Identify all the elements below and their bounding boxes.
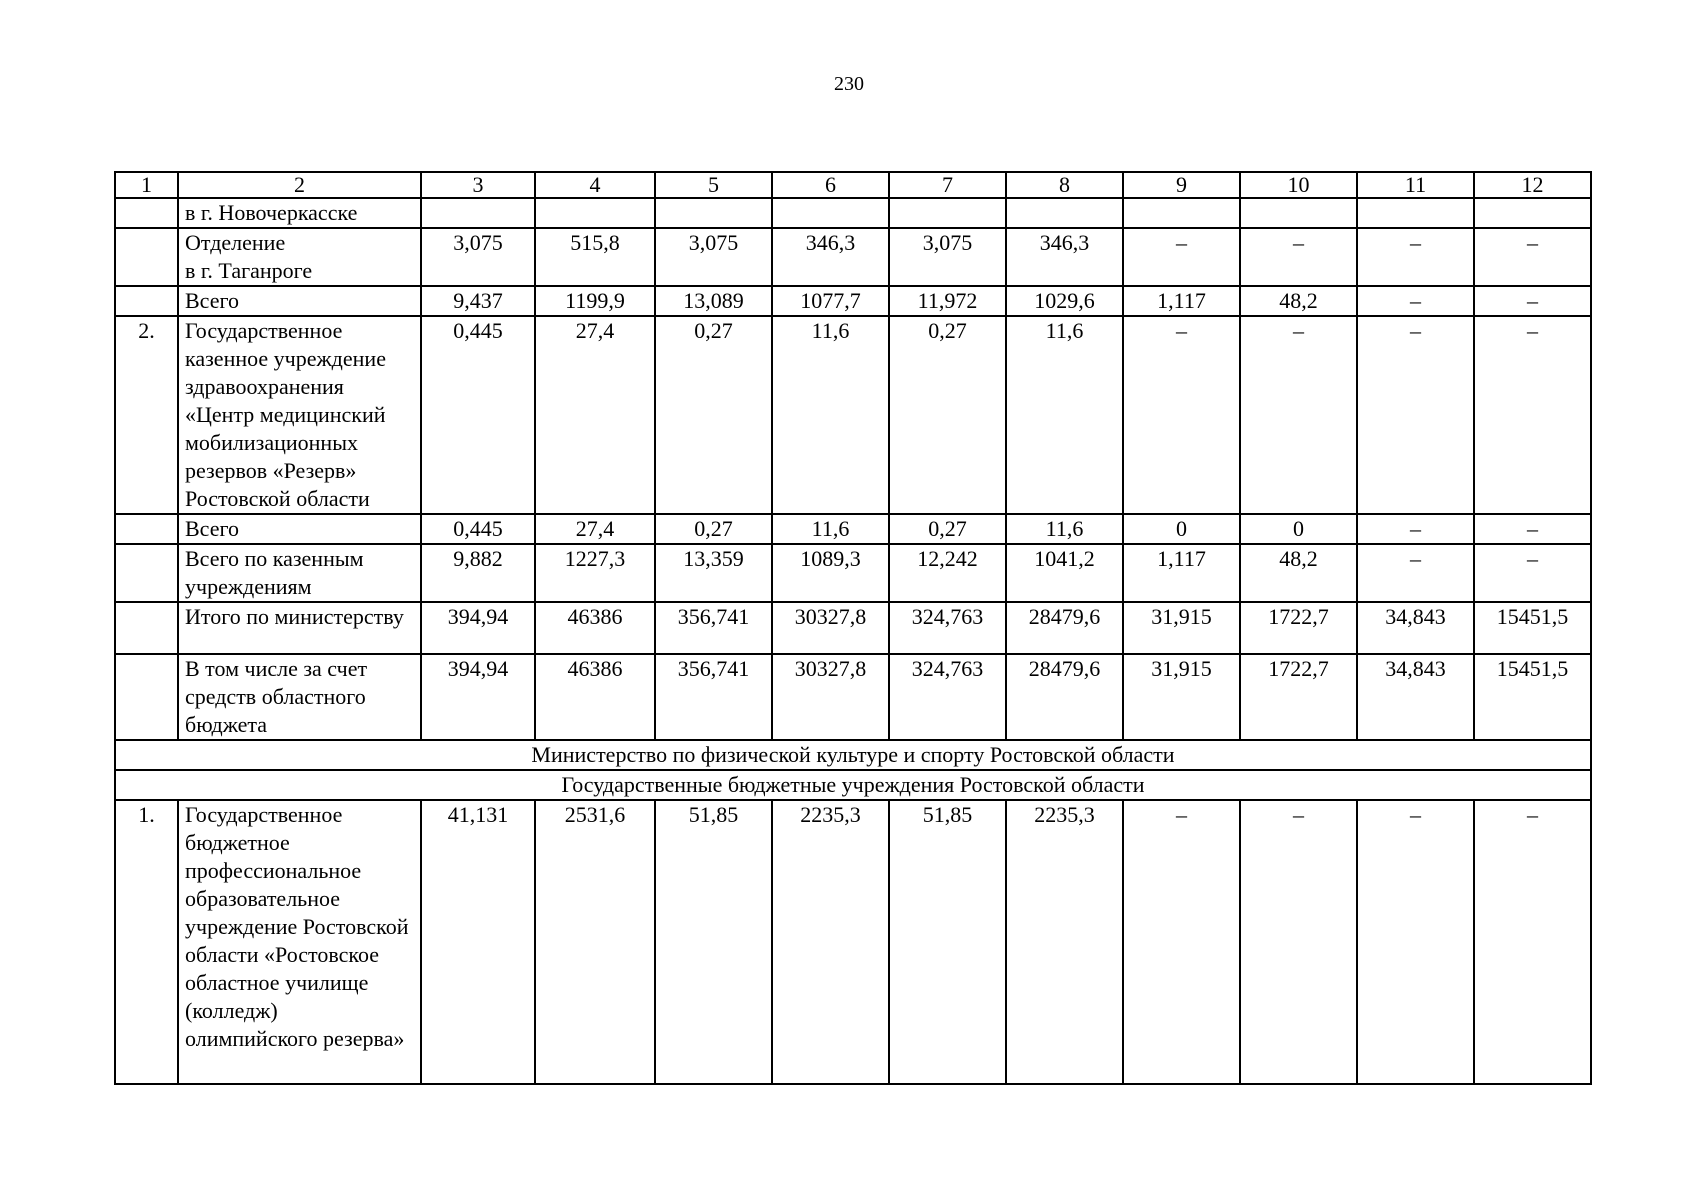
- header-cell: 9: [1123, 172, 1240, 198]
- value-cell: 30327,8: [772, 602, 889, 654]
- row-number: 2.: [115, 316, 178, 514]
- table-row: [115, 316, 1591, 514]
- table-row: [115, 286, 1591, 316]
- value-cell: 2235,3: [772, 800, 889, 1084]
- row-name: В том числе за счет средств областного бюджета: [178, 654, 421, 740]
- value-cell: 28479,6: [1006, 654, 1123, 740]
- value-cell: 0,27: [889, 514, 1006, 544]
- value-cell: 3,075: [421, 228, 535, 286]
- value-cell: –: [1474, 544, 1591, 602]
- value-cell: 27,4: [535, 316, 655, 514]
- header-cell: 4: [535, 172, 655, 198]
- row-number: [115, 602, 178, 654]
- table-row: [115, 228, 1591, 286]
- value-cell: 1227,3: [535, 544, 655, 602]
- value-cell: –: [1357, 286, 1474, 316]
- value-cell: [1357, 198, 1474, 228]
- header-cell: 6: [772, 172, 889, 198]
- value-cell: 48,2: [1240, 286, 1357, 316]
- value-cell: –: [1123, 316, 1240, 514]
- value-cell: –: [1474, 228, 1591, 286]
- value-cell: 15451,5: [1474, 654, 1591, 740]
- value-cell: [1123, 198, 1240, 228]
- row-name: Отделение в г. Таганроге: [178, 228, 421, 286]
- value-cell: 1089,3: [772, 544, 889, 602]
- value-cell: 31,915: [1123, 602, 1240, 654]
- header-row: [115, 172, 1591, 198]
- value-cell: 28479,6: [1006, 602, 1123, 654]
- value-cell: [1240, 198, 1357, 228]
- value-cell: 0,445: [421, 316, 535, 514]
- value-cell: [1474, 198, 1591, 228]
- value-cell: 51,85: [889, 800, 1006, 1084]
- value-cell: 11,972: [889, 286, 1006, 316]
- value-cell: –: [1357, 228, 1474, 286]
- value-cell: 31,915: [1123, 654, 1240, 740]
- row-name: Государственное казенное учреждение здравоохранения «Центр медицинский мобилизационных резервов «Резерв» Ростовской области: [178, 316, 421, 514]
- row-number: 1.: [115, 800, 178, 1084]
- value-cell: 0,445: [421, 514, 535, 544]
- value-cell: 48,2: [1240, 544, 1357, 602]
- value-cell: 2235,3: [1006, 800, 1123, 1084]
- value-cell: 1,117: [1123, 544, 1240, 602]
- row-number: [115, 198, 178, 228]
- value-cell: 41,131: [421, 800, 535, 1084]
- header-cell: 3: [421, 172, 535, 198]
- value-cell: –: [1240, 316, 1357, 514]
- value-cell: 346,3: [1006, 228, 1123, 286]
- table-row: [115, 654, 1591, 740]
- value-cell: 394,94: [421, 654, 535, 740]
- value-cell: [535, 198, 655, 228]
- table-row: [115, 198, 1591, 228]
- value-cell: [889, 198, 1006, 228]
- row-name: Всего по казенным учреждениям: [178, 544, 421, 602]
- page-number: 230: [834, 73, 864, 95]
- header-cell: 12: [1474, 172, 1591, 198]
- section-row: [115, 740, 1591, 770]
- value-cell: 1722,7: [1240, 602, 1357, 654]
- header-cell: 8: [1006, 172, 1123, 198]
- value-cell: –: [1357, 514, 1474, 544]
- table-row: [115, 514, 1591, 544]
- value-cell: 356,741: [655, 602, 772, 654]
- value-cell: –: [1123, 800, 1240, 1084]
- subsection-row: [115, 770, 1591, 800]
- value-cell: –: [1474, 800, 1591, 1084]
- value-cell: 13,359: [655, 544, 772, 602]
- value-cell: 15451,5: [1474, 602, 1591, 654]
- value-cell: 356,741: [655, 654, 772, 740]
- row-name: в г. Новочеркасске: [178, 198, 421, 228]
- header-cell: 10: [1240, 172, 1357, 198]
- value-cell: –: [1240, 800, 1357, 1084]
- value-cell: –: [1123, 228, 1240, 286]
- value-cell: –: [1474, 286, 1591, 316]
- value-cell: 0,27: [889, 316, 1006, 514]
- value-cell: 515,8: [535, 228, 655, 286]
- budget-table: [114, 171, 1592, 1085]
- value-cell: 34,843: [1357, 602, 1474, 654]
- value-cell: 1199,9: [535, 286, 655, 316]
- value-cell: 9,437: [421, 286, 535, 316]
- value-cell: 0: [1240, 514, 1357, 544]
- row-name: Всего: [178, 286, 421, 316]
- value-cell: 0,27: [655, 316, 772, 514]
- table-body: [115, 172, 1591, 1084]
- table-row: [115, 544, 1591, 602]
- value-cell: –: [1240, 228, 1357, 286]
- header-cell: 1: [115, 172, 178, 198]
- table-row: [115, 602, 1591, 654]
- value-cell: –: [1357, 800, 1474, 1084]
- value-cell: 324,763: [889, 602, 1006, 654]
- value-cell: 1041,2: [1006, 544, 1123, 602]
- value-cell: [772, 198, 889, 228]
- value-cell: 30327,8: [772, 654, 889, 740]
- table-row: [115, 800, 1591, 1084]
- value-cell: 1,117: [1123, 286, 1240, 316]
- value-cell: 11,6: [1006, 316, 1123, 514]
- value-cell: 346,3: [772, 228, 889, 286]
- header-cell: 5: [655, 172, 772, 198]
- value-cell: 34,843: [1357, 654, 1474, 740]
- value-cell: 9,882: [421, 544, 535, 602]
- value-cell: [421, 198, 535, 228]
- header-cell: 2: [178, 172, 421, 198]
- value-cell: 27,4: [535, 514, 655, 544]
- header-cell: 11: [1357, 172, 1474, 198]
- value-cell: –: [1357, 544, 1474, 602]
- value-cell: 51,85: [655, 800, 772, 1084]
- value-cell: 3,075: [655, 228, 772, 286]
- row-number: [115, 228, 178, 286]
- subsection-row-title: Государственные бюджетные учреждения Ростовской области: [115, 770, 1591, 800]
- value-cell: 1077,7: [772, 286, 889, 316]
- value-cell: –: [1474, 316, 1591, 514]
- value-cell: 3,075: [889, 228, 1006, 286]
- value-cell: 0,27: [655, 514, 772, 544]
- value-cell: 1722,7: [1240, 654, 1357, 740]
- row-number: [115, 544, 178, 602]
- row-number: [115, 514, 178, 544]
- row-name: Государственное бюджетное профессиональное образовательное учреждение Ростовской области «Ростовское областное училище (колледж) олимпийского резерва»: [178, 800, 421, 1084]
- value-cell: 46386: [535, 602, 655, 654]
- row-number: [115, 654, 178, 740]
- value-cell: 1029,6: [1006, 286, 1123, 316]
- section-row-title: Министерство по физической культуре и спорту Ростовской области: [115, 740, 1591, 770]
- value-cell: 11,6: [772, 514, 889, 544]
- value-cell: 394,94: [421, 602, 535, 654]
- value-cell: 13,089: [655, 286, 772, 316]
- value-cell: 46386: [535, 654, 655, 740]
- value-cell: [655, 198, 772, 228]
- value-cell: [1006, 198, 1123, 228]
- value-cell: 11,6: [772, 316, 889, 514]
- header-cell: 7: [889, 172, 1006, 198]
- value-cell: –: [1474, 514, 1591, 544]
- value-cell: 2531,6: [535, 800, 655, 1084]
- value-cell: 324,763: [889, 654, 1006, 740]
- row-name: Всего: [178, 514, 421, 544]
- value-cell: 0: [1123, 514, 1240, 544]
- value-cell: 11,6: [1006, 514, 1123, 544]
- row-name: Итого по министерству: [178, 602, 421, 654]
- row-number: [115, 286, 178, 316]
- value-cell: –: [1357, 316, 1474, 514]
- value-cell: 12,242: [889, 544, 1006, 602]
